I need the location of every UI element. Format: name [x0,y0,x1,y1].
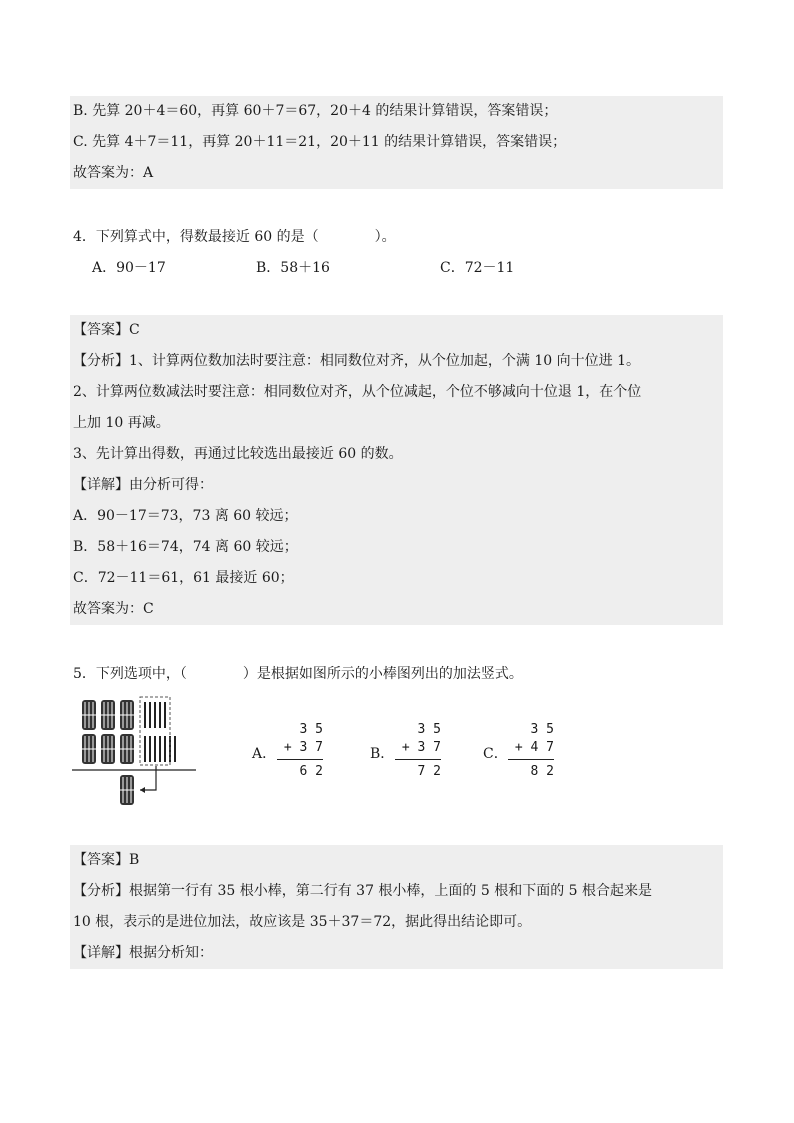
addend-top: 3 5 [299,722,323,737]
q5-option-a-column-addition [277,721,323,781]
q5-option-a-label: A． [252,746,277,762]
addend-top: 3 5 [530,722,554,737]
addend-bottom: + 4 7 [514,740,554,755]
explanation-line: C. 先算 4＋7＝11，再算 20＋11＝21，20＋11 的结果计算错误，答案错误； [73,134,567,150]
explanation-line: B. 先算 20＋4＝60，再算 60＋7＝67，20＋4 的结果计算错误，答案错误； [73,103,558,119]
q4-answer-box [70,315,723,625]
answer-line: 【答案】B [73,852,140,868]
detail-line: 【详解】由分析可得： [73,477,213,493]
sum-line [508,759,554,760]
addend-bottom: + 3 7 [283,740,323,755]
sum-line [395,759,441,760]
explanation-line: 故答案为：A [73,165,154,181]
sum: 6 2 [299,764,323,779]
sum: 8 2 [530,764,554,779]
stick-bundle-figure [70,692,200,810]
q4-option-b: B．58＋16 [256,260,330,276]
detail-line: 【详解】根据分析知： [73,945,213,961]
analysis-line: 3、先计算出得数，再通过比较选出最接近 60 的数。 [73,446,403,462]
q3-explanation-box [70,96,723,189]
sum-line [277,759,323,760]
q4-option-c: C．72－11 [440,260,515,276]
q5-option-c-column-addition [508,721,554,781]
detail-line: A．90－17＝73，73 离 60 较远； [73,508,298,524]
q5-option-c-label: C． [483,746,508,762]
analysis-line: 【分析】1、计算两位数加法时要注意：相同数位对齐，从个位加起，个满 10 向十位进 1。 [73,353,640,369]
q4-option-a: A．90－17 [92,260,166,276]
conclusion-line: 故答案为：C [73,601,154,617]
detail-line: C．72－11＝61，61 最接近 60； [73,570,294,586]
sum: 7 2 [417,764,441,779]
question-4: 4．下列算式中，得数最接近 60 的是（ ）。 [73,229,396,245]
answer-line: 【答案】C [73,322,140,338]
q5-option-b-label: B． [370,746,395,762]
q5-answer-box [70,845,723,969]
q5-option-b-column-addition [395,721,441,781]
analysis-line: 【分析】根据第一行有 35 根小棒，第二行有 37 根小棒，上面的 5 根和下面的 5 根合起来是 [73,883,653,899]
question-5: 5．下列选项中，（ ）是根据如图所示的小棒图列出的加法竖式。 [73,666,523,682]
addend-bottom: + 3 7 [401,740,441,755]
detail-line: B．58＋16＝74，74 离 60 较远； [73,539,298,555]
analysis-line: 10 根，表示的是进位加法，故应该是 35＋37＝72，据此得出结论即可。 [73,914,532,930]
analysis-line: 上加 10 再减。 [73,415,170,431]
addend-top: 3 5 [417,722,441,737]
analysis-line: 2、计算两位数减法时要注意：相同数位对齐，从个位减起，个位不够减向十位退 1，在个位 [73,384,642,400]
